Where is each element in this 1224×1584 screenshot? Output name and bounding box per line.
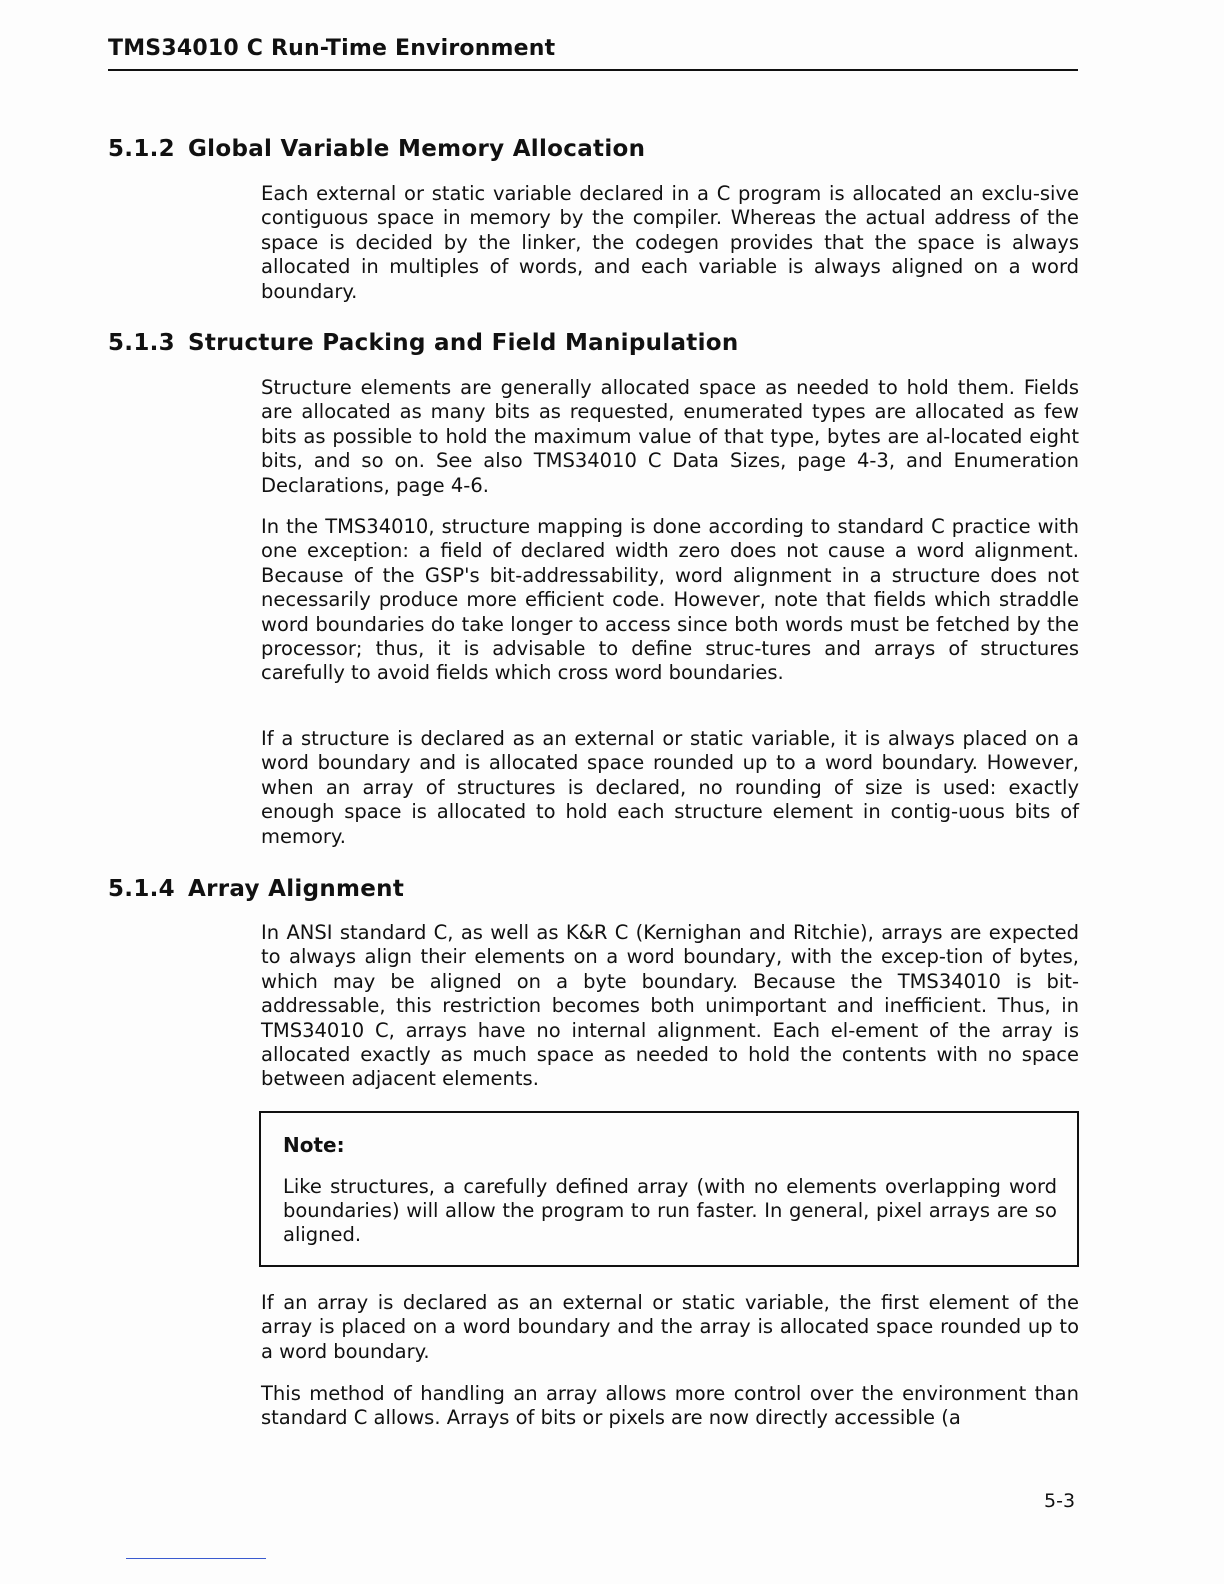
paragraph: In the TMS34010, structure mapping is done according to standard C practice with one exception: a field of declared width zero does not cause a word alignment. Because of the GSP's bit-addressability, word alignment in a structure does not necessarily produce more efficient code. However, note that fields which straddle word boundaries do take longer to access since both words must be fetched by the processor; thus, it is advisable to define struc-tures and arrays of structures carefully to avoid fields which cross word boundaries. <box>261 515 1079 685</box>
section-number: 5.1.2 <box>108 136 175 162</box>
section-heading-5-1-4 <box>108 876 404 902</box>
note-title: Note: <box>283 1133 345 1157</box>
section-heading-5-1-3 <box>108 330 739 356</box>
header-rule <box>108 69 1078 71</box>
note-text: Like structures, a carefully defined array (with no elements overlapping word boundaries) will allow the program to run faster. In general, pixel arrays are so aligned. <box>283 1175 1057 1246</box>
section-title: Global Variable Memory Allocation <box>188 136 646 162</box>
paragraph: Each external or static variable declared in a C program is allocated an exclu-sive contiguous space in memory by the compiler. Whereas the actual address of the space is decided by the linker, the codegen provides that the space is always allocated in multiples of words, and each variable is always aligned on a word boundary. <box>261 182 1079 303</box>
section-heading-5-1-2 <box>108 136 645 162</box>
paragraph: Structure elements are generally allocated space as needed to hold them. Fields are allocated as many bits as requested, enumerated types are allocated as few bits as possible to hold the maximum value of that type, bytes are al-located eight bits, and so on. See also TMS34010 C Data Sizes, page 4-3, and Enumeration Declarations, page 4-6. <box>261 376 1079 497</box>
section-title: Structure Packing and Field Manipulation <box>188 330 739 356</box>
section-number: 5.1.3 <box>108 330 175 356</box>
paragraph: If an array is declared as an external or static variable, the first element of the array is placed on a word boundary and the array is allocated space rounded up to a word boundary. <box>261 1291 1079 1363</box>
page-number: 5-3 <box>1044 1490 1076 1512</box>
paragraph: This method of handling an array allows more control over the environment than standard C allows. Arrays of bits or pixels are now directly accessible (a <box>261 1382 1079 1430</box>
paragraph: If a structure is declared as an external or static variable, it is always placed on a word boundary and is allocated space rounded up to a word boundary. However, when an array of structures is declared, no rounding of size is used: exactly enough space is allocated to hold each structure element in contig-uous bits of memory. <box>261 727 1079 848</box>
scan-artifact-line <box>126 1558 266 1559</box>
section-title: Array Alignment <box>188 876 405 902</box>
running-head: TMS34010 C Run-Time Environment <box>108 36 556 61</box>
section-number: 5.1.4 <box>108 876 175 902</box>
paragraph: In ANSI standard C, as well as K&R C (Kernighan and Ritchie), arrays are expected to always align their elements on a word boundary, with the excep-tion of bytes, which may be aligned on a byte boundary. Because the TMS34010 is bit-addressable, this restriction becomes both unimportant and inefficient. Thus, in TMS34010 C, arrays have no internal alignment. Each el-ement of the array is allocated exactly as much space as needed to hold the contents with no space between adjacent elements. <box>261 921 1079 1091</box>
